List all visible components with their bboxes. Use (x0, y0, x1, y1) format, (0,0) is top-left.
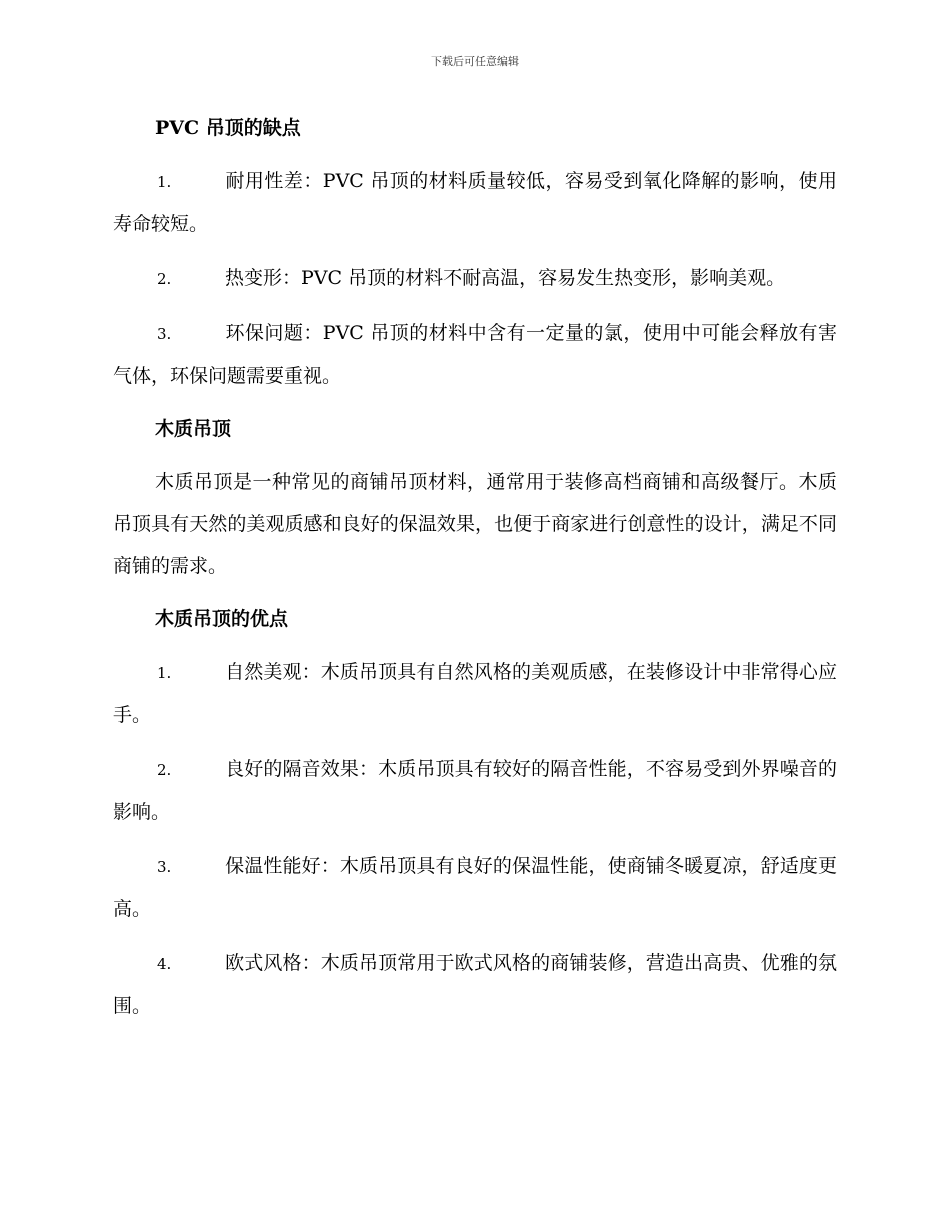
list-item (113, 845, 837, 930)
list-number: 1. (157, 173, 172, 191)
list-item (113, 312, 837, 397)
list-text: 欧式风格：木质吊顶常用于欧式风格的商铺装修，营造出高贵、优雅的氛围。 (113, 952, 837, 1017)
list-number: 2. (157, 761, 172, 779)
list-number: 4. (157, 955, 172, 973)
section-title-wood: 木质吊顶 (155, 418, 232, 440)
header-note: 下载后可任意编辑 (431, 55, 519, 68)
paragraph-wood-intro: 木质吊顶是一种常见的商铺吊顶材料，通常用于装修高档商铺和高级餐厅。木质吊顶具有天然的美观质感和良好的保温效果，也便于商家进行创意性的设计，满足不同商铺的需求。 (113, 471, 837, 577)
list-number: 3. (157, 858, 172, 876)
list-item (113, 651, 837, 736)
section-title-wood-pros: 木质吊顶的优点 (155, 608, 289, 630)
list-text: 自然美观：木质吊顶具有自然风格的美观质感，在装修设计中非常得心应手。 (113, 661, 837, 726)
list-item (113, 748, 837, 833)
list-number: 2. (157, 270, 172, 288)
list-item (113, 942, 837, 1027)
document-body (113, 108, 837, 1039)
section-title-pvc-cons: PVC 吊顶的缺点 (155, 117, 301, 139)
list-text: 环保问题：PVC 吊顶的材料中含有一定量的氯，使用中可能会释放有害气体，环保问题需要重视。 (113, 322, 837, 387)
list-number: 1. (157, 664, 172, 682)
list-number: 3. (157, 325, 172, 343)
list-text: 良好的隔音效果：木质吊顶具有较好的隔音性能，不容易受到外界噪音的影响。 (113, 758, 837, 823)
list-item (113, 160, 837, 245)
list-item (113, 257, 837, 300)
list-text: 热变形：PVC 吊顶的材料不耐高温，容易发生热变形，影响美观。 (225, 267, 786, 289)
list-text: 耐用性差：PVC 吊顶的材料质量较低，容易受到氧化降解的影响，使用寿命较短。 (113, 170, 837, 235)
list-text: 保温性能好：木质吊顶具有良好的保温性能，使商铺冬暖夏凉，舒适度更高。 (113, 855, 837, 920)
